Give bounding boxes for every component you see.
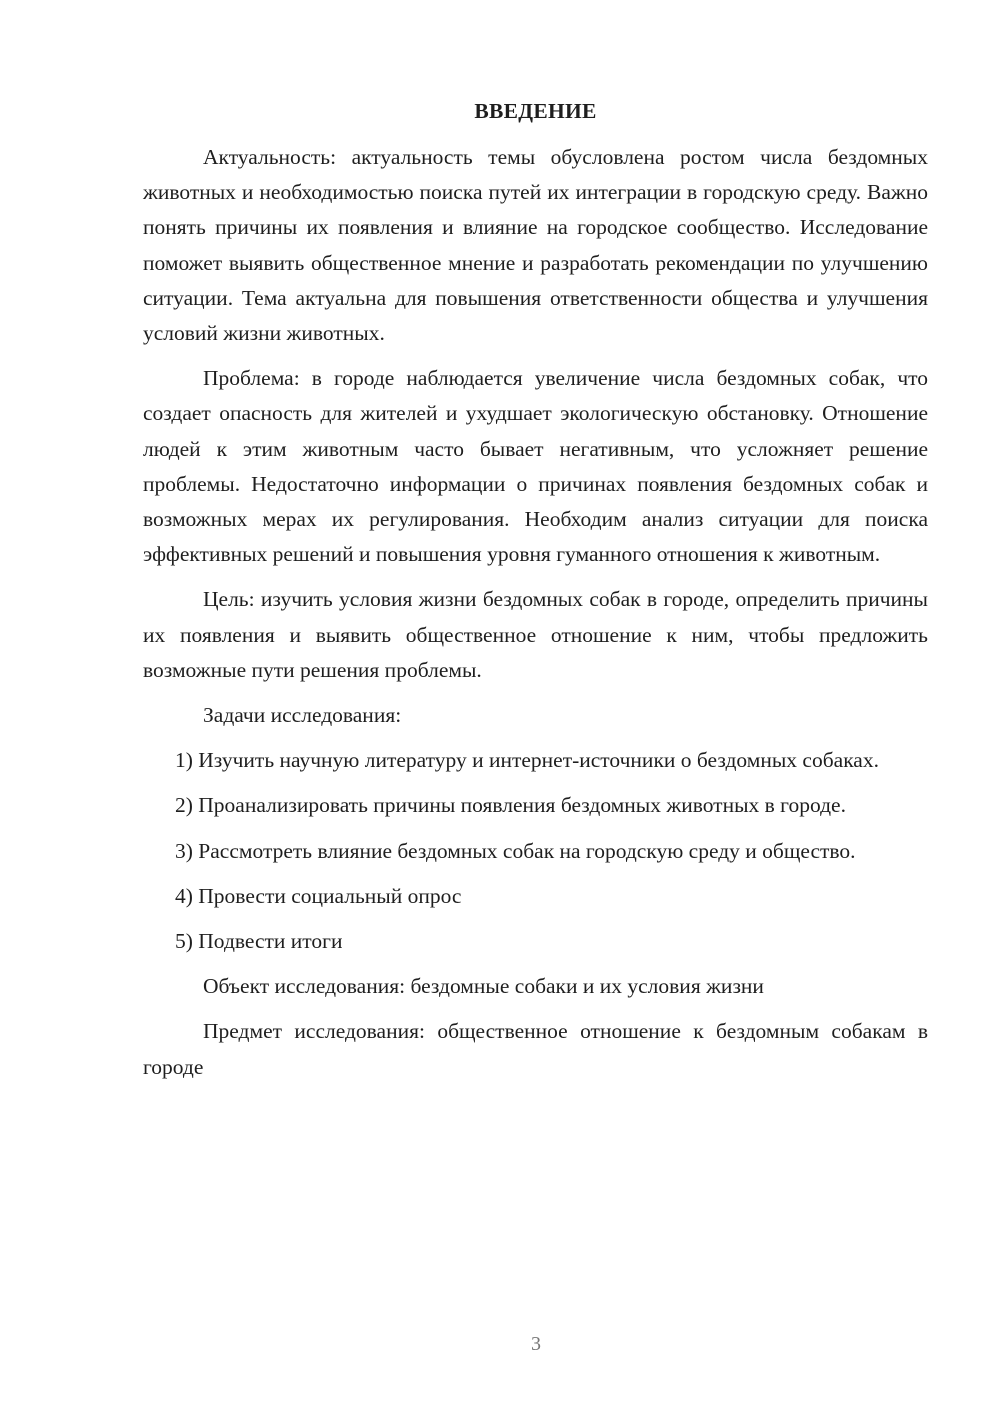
problem-paragraph: Проблема: в городе наблюдается увеличение числа бездомных собак, что создает опасность для жителей и ухудшает экологическую обстановку. Отношение людей к этим животным часто бывает негативным, что усложняет решение проблемы. Недостаточно информации о причинах появления бездомных собак и возможных мерах их регулирования. Необходим анализ ситуации для поиска эффективных решений и повышения уровня гуманного отношения к животным. [143,366,928,567]
task-item-5: 5) Подвести итоги [175,929,343,954]
task-item-2: 2) Проанализировать причины появления бездомных животных в городе. [175,793,846,818]
goal-paragraph: Цель: изучить условия жизни бездомных собак в городе, определить причины их появления и выявить общественное отношение к ним, чтобы предложить возможные пути решения проблемы. [143,587,928,682]
tasks-title: Задачи исследования: [203,703,402,728]
task-item-3: 3) Рассмотреть влияние бездомных собак на городскую среду и общество. [175,838,856,863]
page-number: 3 [531,1333,541,1355]
relevance-paragraph: Актуальность: актуальность темы обусловлена ростом числа бездомных животных и необходимостью поиска путей их интеграции в городскую среду. Важно понять причины их появления и влияние на городское сообщество. Исследование поможет выявить общественное мнение и разработать рекомендации по улучшению ситуации. Тема актуальна для повышения ответственности общества и улучшения условий жизни животных. [143,145,928,346]
section-heading: ВВЕДЕНИЕ [474,99,597,123]
task-item-4: 4) Провести социальный опрос [175,883,462,908]
page-content [143,96,928,1095]
subject-paragraph: Предмет исследования: общественное отношение к бездомным собакам в городе [143,1019,928,1079]
object-paragraph: Объект исследования: бездомные собаки и их условия жизни [203,974,764,999]
task-item-1: 1) Изучить научную литературу и интернет-источники о бездомных собаках. [175,748,879,773]
